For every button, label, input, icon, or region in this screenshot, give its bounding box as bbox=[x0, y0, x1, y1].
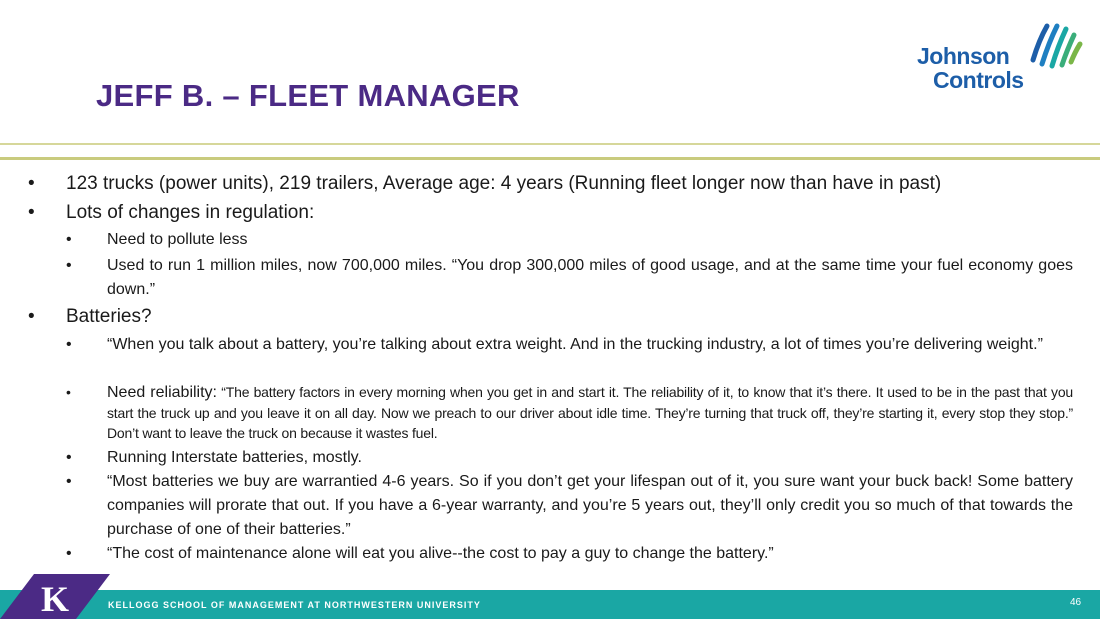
bullet-dot: • bbox=[28, 202, 35, 223]
bullet-dot: • bbox=[66, 257, 72, 274]
bullet-lead-text: Need reliability: bbox=[107, 384, 217, 401]
johnson-controls-logo bbox=[915, 20, 1085, 100]
bullet-dot: • bbox=[28, 306, 35, 327]
sub-bullet-warranty bbox=[66, 470, 1073, 542]
bullet-dot: • bbox=[28, 173, 35, 194]
bullet-text: “When you talk about a battery, you’re talking about extra weight. And in the trucking industry, a lot of times you’re delivering weight.” bbox=[107, 336, 1043, 353]
sub-bullet-miles bbox=[66, 254, 1073, 302]
bullet-text: Batteries? bbox=[66, 306, 152, 327]
bullet-text: Need to pollute less bbox=[107, 231, 248, 248]
bullet-dot: • bbox=[66, 449, 72, 466]
kellogg-k-logo bbox=[0, 574, 110, 619]
slide-title: JEFF B. – FLEET MANAGER bbox=[96, 78, 520, 113]
header-rule-bottom bbox=[0, 157, 1100, 160]
bullet-text: Running Interstate batteries, mostly. bbox=[107, 449, 362, 466]
bullet-fleet-size bbox=[28, 171, 942, 197]
bullet-dot: • bbox=[66, 545, 72, 562]
page-number: 46 bbox=[1070, 597, 1082, 608]
header-rule-top bbox=[0, 143, 1100, 145]
sub-bullet-weight bbox=[66, 333, 1073, 357]
footer-institution: KELLOGG SCHOOL OF MANAGEMENT AT NORTHWESTERN UNIVERSITY bbox=[108, 600, 481, 610]
johnson-controls-mark-icon bbox=[1025, 20, 1085, 75]
sub-bullet-reliability bbox=[66, 382, 1073, 443]
kellogg-k-letter: K bbox=[40, 579, 70, 619]
bullet-dot: • bbox=[66, 473, 72, 490]
bullet-regulation bbox=[28, 200, 315, 226]
sub-bullet-pollute bbox=[66, 228, 1073, 252]
sub-bullet-maintenance bbox=[66, 542, 1073, 566]
bullet-text: Used to run 1 million miles, now 700,000 miles. “You drop 300,000 miles of good usage, and at the same time your fuel economy goes down.” bbox=[107, 257, 1073, 298]
logo-line2: Controls bbox=[933, 67, 1024, 93]
bullet-dot: • bbox=[66, 231, 72, 248]
logo-line1: Johnson bbox=[917, 43, 1010, 69]
bullet-batteries bbox=[28, 304, 152, 330]
bullet-text: Lots of changes in regulation: bbox=[66, 202, 315, 223]
bullet-dot: • bbox=[66, 384, 71, 400]
bullet-text: 123 trucks (power units), 219 trailers, Average age: 4 years (Running fleet longer now than have in past) bbox=[66, 173, 942, 194]
sub-bullet-interstate bbox=[66, 446, 1073, 470]
bullet-dot: • bbox=[66, 336, 72, 353]
bullet-text: “Most batteries we buy are warrantied 4-6 years. So if you don’t get your lifespan out of it, you sure want your buck back! Some battery companies will prorate that out. If you have a 6-year warranty, and you’re 5 years out, they’ll only credit you so much of that towards the purchase of one of their batteries.” bbox=[107, 473, 1073, 538]
bullet-text: “The battery factors in every morning when you get in and start it. The reliability of it, to know that it’s there. It used to be in the past that you start the truck up and you leave it on all day. Now we preach to our driver about idle time. They’re turning that truck off, they’re starting it, every stop they stop.” Don’t want to leave the truck on because it wastes fuel. bbox=[107, 384, 1073, 441]
bullet-text: “The cost of maintenance alone will eat you alive--the cost to pay a guy to change the battery.” bbox=[107, 545, 774, 562]
